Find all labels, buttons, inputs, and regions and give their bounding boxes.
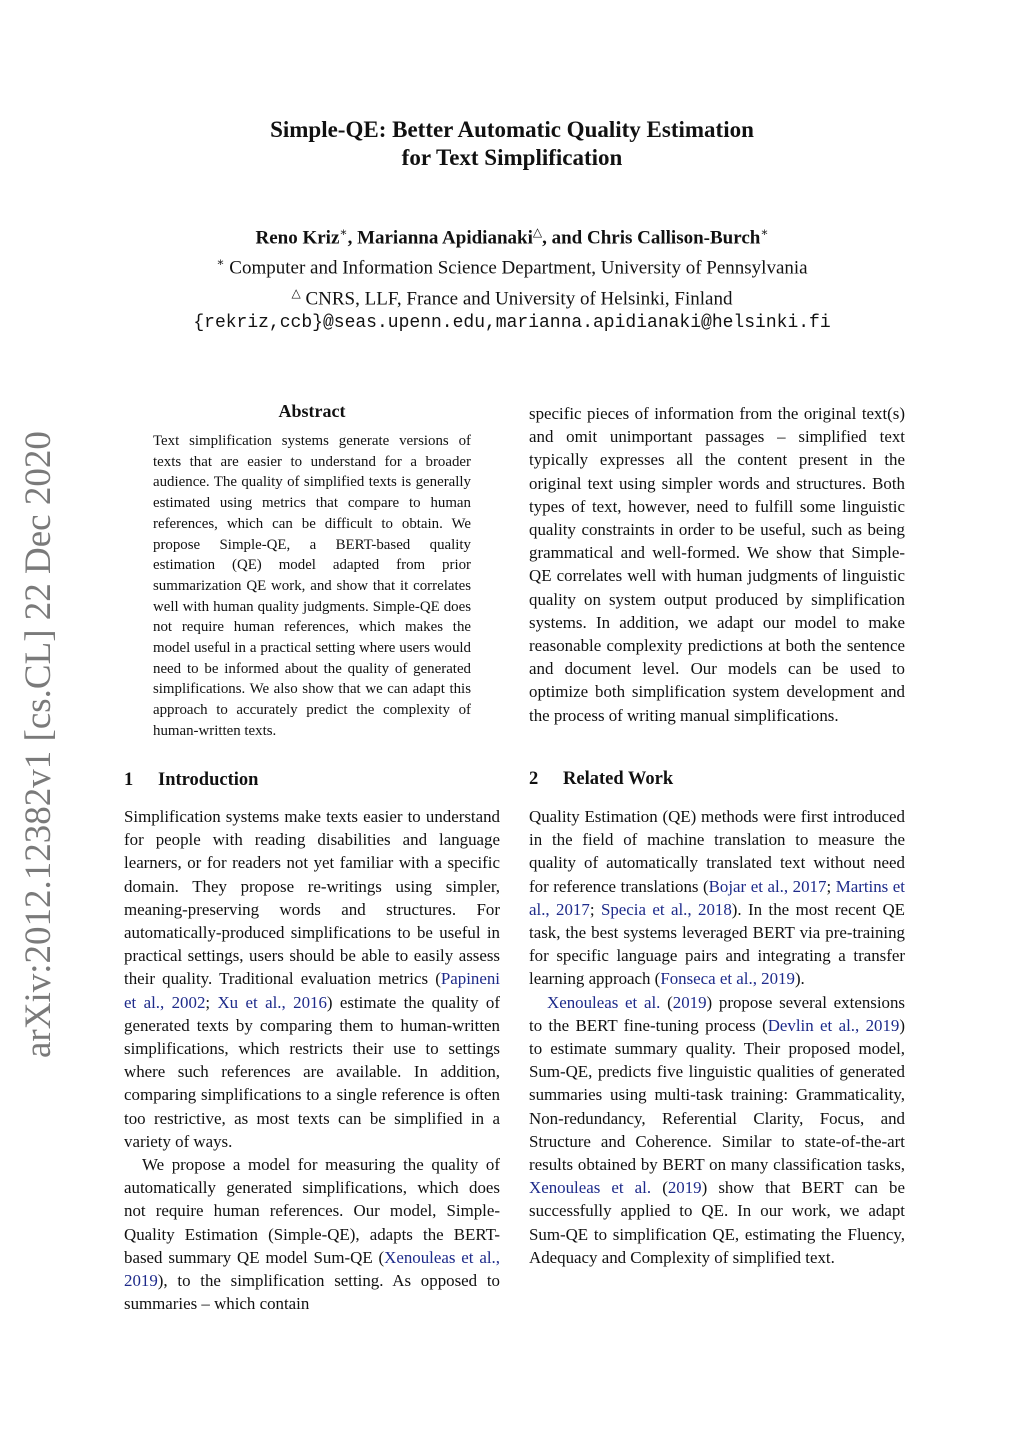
citation-martins[interactable]: Martins et al., 2017 — [529, 876, 905, 919]
right-column-body — [529, 805, 905, 1269]
related-p1-text-c: ). — [794, 969, 805, 989]
citation-papineni[interactable]: Papineni et al., 2002 — [124, 969, 500, 1012]
paper-title — [0, 116, 1024, 172]
related-p2-text-c: ) show that BERT can be successfully applied to QE. In our work, we adapt Sum-QE to simplification QE, estimating the Fluency, Adequacy and Complexity of simplified text. — [529, 1178, 905, 1267]
related-paragraph-2 — [529, 991, 905, 1269]
citation-separator-1: ; — [826, 876, 836, 896]
related-p1-text-b: ). In the most recent QE task, the best systems leveraged BERT via pre-training for specific language pairs and integrating a transfer learning approach ( — [529, 899, 906, 989]
author-block — [0, 220, 1024, 335]
author-sep-2: , and — [542, 227, 587, 249]
author-2: Marianna Apidianaki — [357, 227, 533, 249]
intro-p2-text-a: We propose a model for measuring the quality of automatically generated simplifications, which does not require human references. Our model, Simple-Quality Estimation (Simple-QE), adapts the BERT-based summary QE model Sum-QE ( — [124, 1155, 500, 1267]
affiliation-1-mark: ∗ — [216, 255, 225, 270]
citation-xenouleas-year[interactable]: 2019 — [672, 992, 707, 1012]
affiliation-2-text: CNRS, LLF, France and University of Helsinki, Finland — [300, 287, 733, 309]
intro-p2-text-b: ), to the simplification setting. As opposed to summaries – which contain — [124, 1271, 500, 1314]
citation-separator: ; — [205, 992, 218, 1012]
arxiv-stamp: arXiv:2012.12382v1 [cs.CL] 22 Dec 2020 — [18, 431, 59, 1058]
related-p2-text-a: ) propose several extensions to the BERT fine-tuning process ( — [529, 992, 905, 1035]
affiliation-2-mark: △ — [291, 285, 301, 300]
author-emails: {rekriz,ccb}@seas.upenn.edu,marianna.apidianaki@helsinki.fi — [193, 312, 831, 333]
author-1-mark: ∗ — [339, 225, 348, 239]
intro-paragraph-1 — [124, 805, 500, 1153]
section-2-title: Related Work — [563, 769, 674, 789]
section-1-title: Introduction — [158, 770, 259, 790]
citation-bojar[interactable]: Bojar et al., 2017 — [708, 876, 827, 896]
section-1-heading — [124, 770, 258, 791]
author-sep-1: , — [347, 227, 358, 249]
citation-xu[interactable]: Xu et al., 2016 — [217, 992, 327, 1012]
related-paragraph-1 — [529, 805, 905, 991]
citation-xenouleas-year-2[interactable]: 2019 — [667, 1178, 702, 1198]
right-column-top — [529, 402, 905, 727]
abstract-heading: Abstract — [278, 401, 346, 421]
citation-xenouleas[interactable]: Xenouleas et al., 2019 — [124, 1247, 500, 1291]
affiliation-1-text: Computer and Information Science Department, University of Pennsylvania — [224, 257, 808, 279]
abstract-text: Text simplification systems generate versions of texts that are easier to understand for a broader audience. The quality of simplified texts is generally estimated using metrics that compare to human references, which can be difficult to obtain. We propose Simple-QE, a BERT-based quality estimation (QE) model adapted from prior summarization QE work, and show that it correlates well with human quality judgments. Simple-QE does not require human references, which makes the model useful in a practical setting where users would need to be informed about the quality of generated simplifications. We also show that we can adapt this approach to accurately predict the complexity of human-written texts. — [153, 433, 471, 739]
affiliation-2 — [0, 281, 1024, 311]
section-2-heading — [529, 769, 673, 790]
title-line-1: Simple-QE: Better Automatic Quality Estimation — [270, 117, 754, 142]
section-2-number: 2 — [529, 769, 539, 789]
citation-specia[interactable]: Specia et al., 2018 — [600, 899, 732, 919]
related-p2-text-b: ) to estimate summary quality. Their proposed model, Sum-QE, predicts five linguistic qualities of generated summaries using multi-task training: Grammaticality, Non-redundancy, Referential Clarity, Focus, and Structure and Coherence. Similar to state-of-the-art results obtained by BERT on many classification tasks, — [529, 1015, 905, 1175]
author-names — [0, 220, 1024, 250]
intro-continuation-paragraph: specific pieces of information from the original text(s) and omit unimportant passages – simplified text typically expresses all the content present in the original text using simpler words and structures. Both types of text, however, need to fulfill some linguistic quality constraints in order to be useful, such as being grammatical and well-formed. We show that Simple-QE correlates well with human judgments of linguistic quality on system output produced by simplification systems. In addition, we adapt our model to make reasonable complexity predictions at both the sentence and document level. Our models can be used to optimize both simplification system development and the process of writing manual simplifications. — [529, 404, 905, 725]
related-p1-text-a: Quality Estimation (QE) methods were first introduced in the field of machine translation to measure the quality of automatically translated text without need for reference translations ( — [529, 807, 905, 896]
section-1-number: 1 — [124, 770, 134, 790]
paren-open-2: ( — [651, 1178, 668, 1198]
citation-fonseca[interactable]: Fonseca et al., 2019 — [660, 969, 795, 989]
citation-separator-2: ; — [589, 899, 601, 919]
paren-open-1: ( — [660, 992, 673, 1012]
author-2-mark: △ — [532, 225, 543, 239]
title-line-2: for Text Simplification — [401, 145, 623, 170]
affiliation-1 — [0, 250, 1024, 280]
intro-p1-text-b: ) estimate the quality of generated texts by comparing them to human-written simplifications, which restricts their use to settings where such references are available. In addition, comparing simplifications to a single reference is often too restrictive, as most texts can be simplified in a variety of ways. — [124, 992, 500, 1151]
citation-devlin[interactable]: Devlin et al., 2019 — [767, 1015, 900, 1035]
author-1: Reno Kriz — [255, 227, 340, 249]
intro-p1-text-a: Simplification systems make texts easier to understand for people with reading disabilities and language learners, or for readers not yet familiar with a specific domain. They propose re-writings using simpler, meaning-preserving words and structures. For automatically-produced simplifications to be useful in practical settings, users should be able to easily assess their quality. Traditional evaluation metrics ( — [124, 807, 500, 989]
citation-xenouleas-name-2[interactable]: Xenouleas et al. — [529, 1178, 652, 1198]
left-column-body — [124, 805, 500, 1315]
citation-xenouleas-name[interactable]: Xenouleas et al. — [547, 992, 661, 1012]
intro-paragraph-2 — [124, 1153, 500, 1315]
author-3-mark: ∗ — [760, 225, 769, 239]
author-3: Chris Callison-Burch — [587, 227, 761, 249]
